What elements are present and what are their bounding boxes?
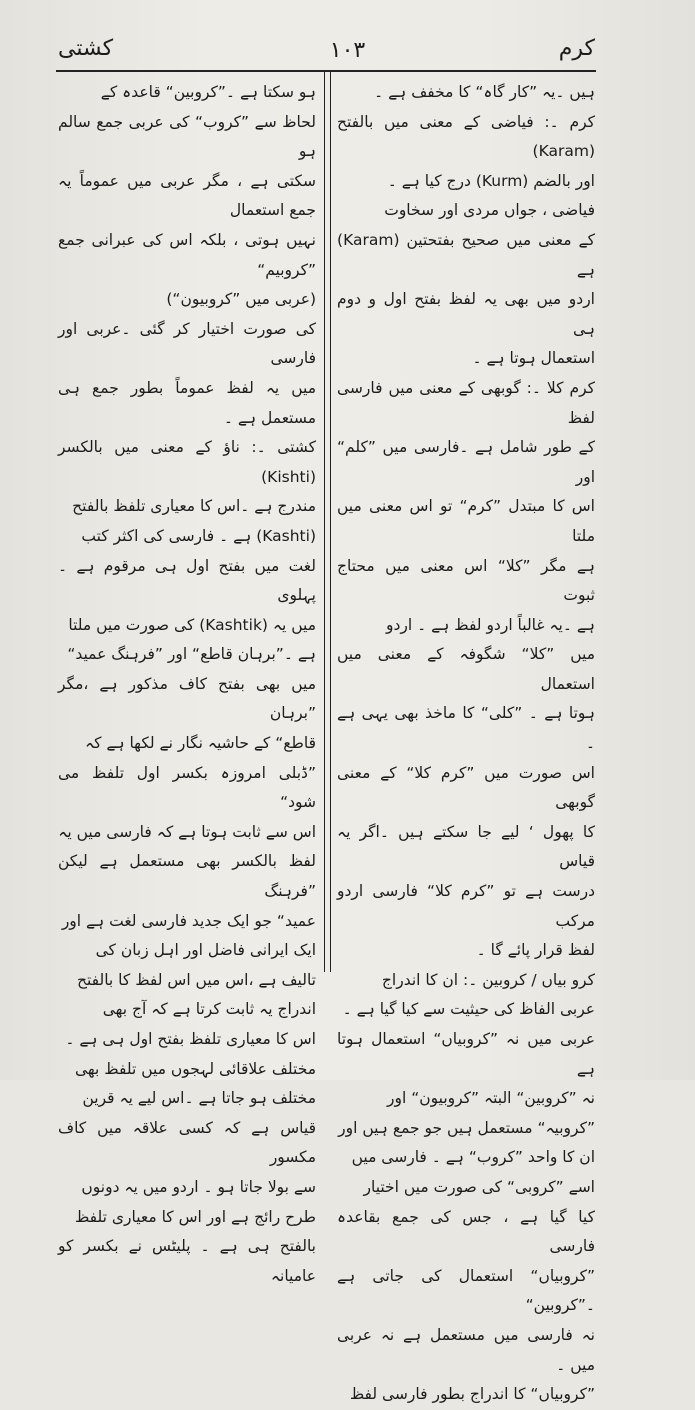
text-line: قیاس ہے کہ کسی علاقہ میں کاف مکسور — [58, 1118, 316, 1167]
text-line: ایک ایرانی فاضل اور اہل زبان کی — [95, 941, 316, 960]
text-line: مندرج ہے ۔اس کا معیاری تلفظ بالفتح — [72, 497, 316, 516]
text-line: ہوتا ہے ۔ ”کلی“ کا ماخذ بھی یہی ہے ۔ — [337, 704, 595, 753]
text-line: سے بولا جاتا ہو ۔ اردو میں یہ دونوں — [81, 1177, 316, 1196]
header-left-word: کشتی — [58, 36, 114, 61]
text-line: قاطع“ کے حاشیہ نگار نے لکھا ہے کہ — [84, 734, 316, 753]
text-line: میں ”کلا“ شگوفہ کے معنی میں استعمال — [337, 645, 595, 693]
text-line: ”کروبیاں“ استعمال کی جاتی ہے ۔”کروبین“ — [337, 1266, 595, 1315]
text-line: اس صورت میں ”کرم کلا“ کے معنی گوبھی — [337, 763, 595, 812]
text-line: میں یہ (Kashtik) کی صورت میں ملتا — [68, 615, 316, 634]
header-right-word: کرم — [558, 36, 595, 61]
text-line: مختلف علاقائی لہجوں میں تلفظ بھی — [74, 1059, 316, 1078]
right-column — [337, 78, 595, 1410]
text-line: اسے ”کروبی“ کی صورت میں اختیار — [363, 1177, 595, 1196]
text-line: فیاضی ، جواں مردی اور سخاوت — [384, 201, 595, 220]
page-number: ۱۰۳ — [329, 38, 366, 63]
text-line: (عربی میں ”کروبیون“) — [166, 290, 316, 309]
text-line: میں یہ لفظ عموماً بطور جمع ہی مستعمل ہے ۔ — [58, 378, 316, 427]
text-line: کرم کلا ۔: گوبھی کے معنی میں فارسی لفظ — [337, 378, 595, 427]
text-line: ”کروبیاں“ کا اندراج بطور فارسی لفظ — [349, 1385, 595, 1404]
text-line: کشتی ۔: ناؤ کے معنی میں بالکسر (Kishti) — [58, 438, 316, 486]
text-line: ہے مگر ”کلا“ اس معنی میں محتاج ثبوت — [337, 556, 595, 605]
text-line: نہیں ہوتی ، بلکہ اس کی عبرانی جمع ”کروبیم“ — [58, 230, 316, 279]
text-line: عربی الفاظ کی حیثیت سے کیا گیا ہے ۔ — [342, 1000, 595, 1019]
text-line: لفظ بالکسر بھی مستعمل ہے لیکن ”فرہنگ — [58, 852, 316, 901]
text-line: ہو سکتا ہے ۔”کروبین“ قاعدہ کے — [100, 83, 316, 101]
text-line: استعمال ہوتا ہے ۔ — [472, 349, 595, 368]
text-line: اردو میں بھی یہ لفظ بفتح اول و دوم ہی — [337, 290, 595, 338]
text-line: کی صورت اختیار کر گئی ۔عربی اور فارسی — [58, 319, 316, 368]
text-line: ہے ۔یہ غالباً اردو لفظ ہے ۔ اردو — [386, 615, 595, 634]
text-line: اور بالضم (Kurm) درج کیا ہے ۔ — [387, 171, 595, 190]
text-line: عمید“ جو ایک جدید فارسی لغت ہے اور — [61, 911, 316, 930]
text-line: لغت میں بفتح اول ہی مرقوم ہے ۔پہلوی — [58, 556, 316, 605]
text-line: بالفتح ہی ہے ۔ پلیٹس نے بکسر کو عامیانہ — [58, 1237, 316, 1285]
text-line: کرو بیاں / کروبین ۔: ان کا اندراج — [381, 970, 595, 989]
text-line: نہ فارسی میں مستعمل ہے نہ عربی میں ۔ — [337, 1325, 595, 1374]
text-line: لحاظ سے ”کروب“ کی عربی جمع سالم ہو — [58, 112, 316, 161]
text-line: کے طور شامل ہے ۔فارسی میں ”کلم“ اور — [337, 438, 595, 486]
text-line: ہیں ۔یہ ”کار گاہ“ کا مخفف ہے ۔ — [374, 83, 595, 101]
text-line: طرح رائج ہے اور اس کا معیاری تلفظ — [74, 1207, 316, 1226]
text-line: مختلف ہو جاتا ہے ۔اس لیے یہ قرین — [82, 1089, 316, 1108]
text-line: کرم ۔: فیاضی کے معنی میں بالفتح (Karam) — [337, 112, 595, 161]
text-line: اس کا مبتدل ”کرم“ تو اس معنی میں ملتا — [337, 497, 595, 545]
left-column — [58, 78, 316, 1291]
text-line: ”ڈبلی امروزہ بکسر اول تلفظ می شود“ — [58, 763, 316, 812]
text-line: سکتی ہے ، مگر عربی میں عموماً یہ جمع استعمال — [58, 171, 316, 220]
text-line: ”کروبیہ“ مستعمل ہیں جو جمع ہیں اور — [338, 1118, 595, 1137]
text-line: لفظ قرار پائے گا ۔ — [476, 941, 595, 960]
text-line: میں بھی بفتح کاف مذکور ہے ،مگر ”برہان — [58, 674, 316, 723]
page-header — [0, 30, 695, 70]
text-line: ان کا واحد ”کروب“ ہے ۔ فارسی میں — [351, 1148, 595, 1167]
column-divider — [324, 72, 331, 972]
text-line: ہے ۔”برہان قاطع“ اور ”فرہنگ عمید“ — [67, 645, 316, 664]
text-line: نہ ”کروبین“ البتہ ”کروبیون“ اور — [387, 1089, 595, 1108]
text-line: کے معنی میں صحیح بفتحتین (Karam) ہے — [337, 230, 595, 279]
text-line: اس کا معیاری تلفظ بفتح اول ہی ہے ۔ — [65, 1030, 316, 1048]
text-line: عربی میں نہ ”کروبیاں“ استعمال ہوتا ہے — [337, 1030, 595, 1078]
text-line: کا پھول ‘ لیے جا سکتے ہیں ۔اگر یہ قیاس — [337, 822, 595, 871]
text-line: اس سے ثابت ہوتا ہے کہ فارسی میں یہ — [58, 822, 316, 841]
text-line: کیا گیا ہے ، جس کی جمع بقاعدہ فارسی — [337, 1207, 595, 1256]
text-line: (Kashti) ہے ۔ فارسی کی اکثر کتب — [81, 526, 316, 545]
text-line: درست ہے تو ”کرم کلا“ فارسی اردو مرکب — [337, 882, 595, 930]
text-line: اندراج یہ ثابت کرتا ہے کہ آج بھی — [102, 1000, 316, 1019]
text-line: تالیف ہے ،اس میں اس لفظ کا بالفتح — [76, 970, 316, 989]
